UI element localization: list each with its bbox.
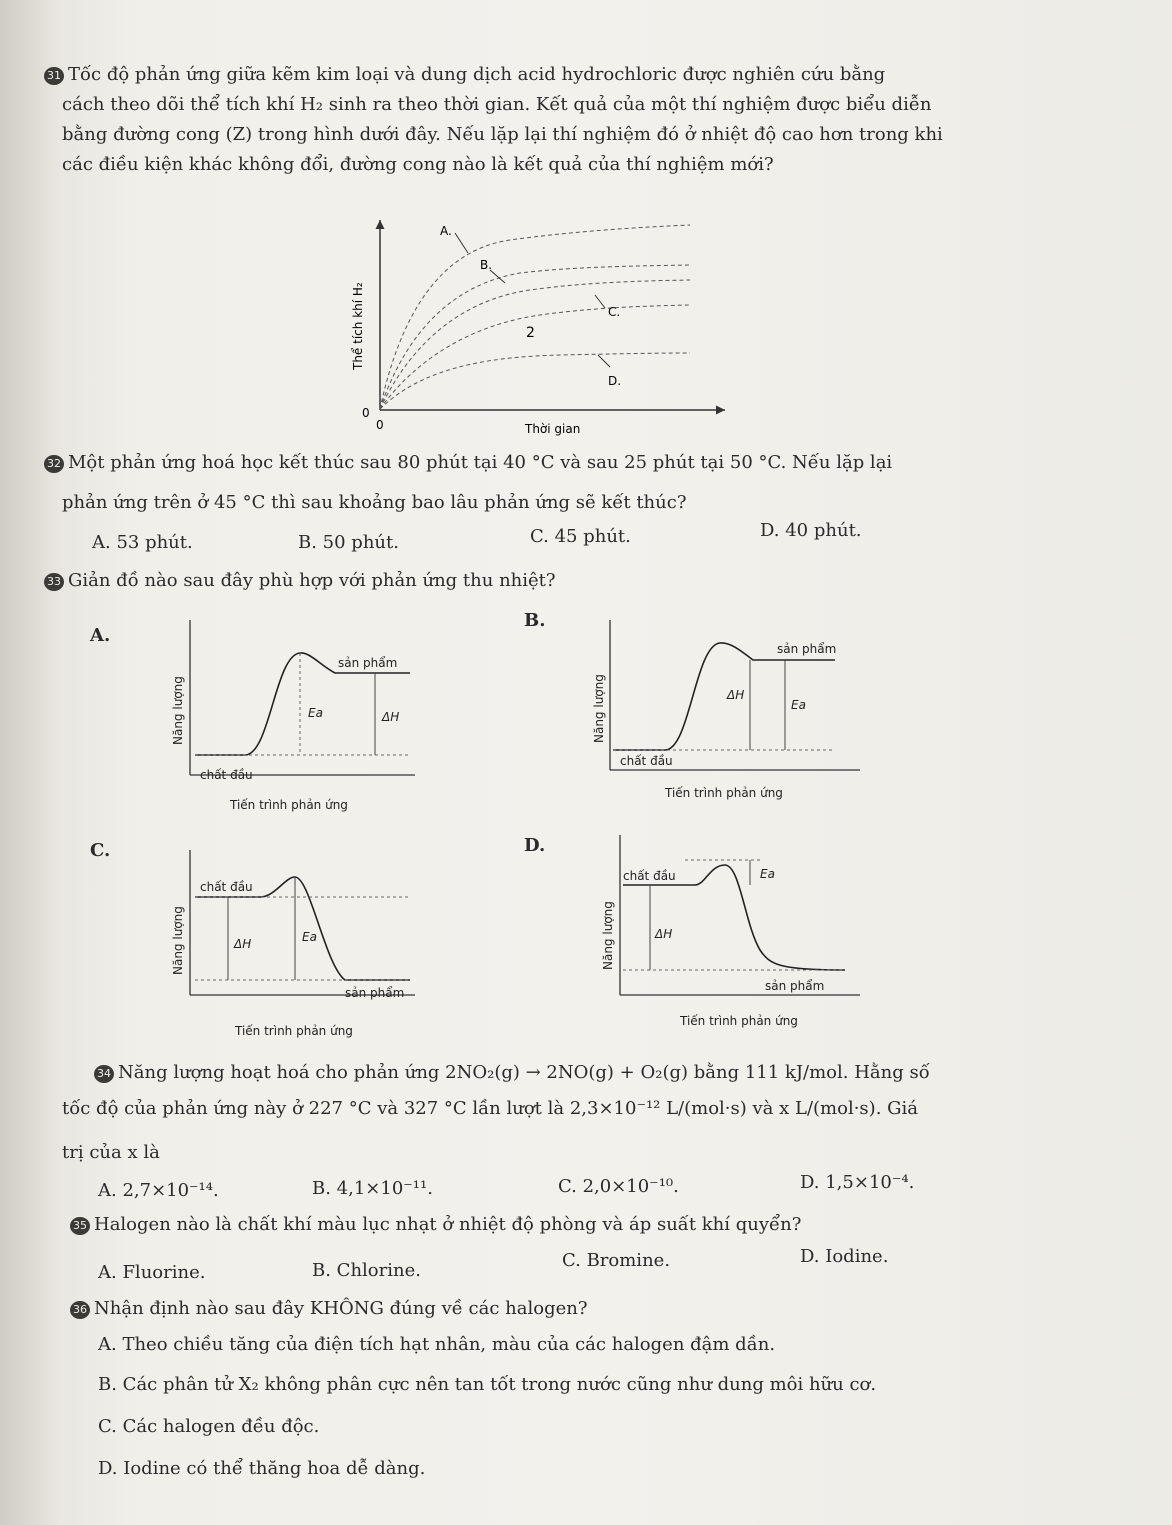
q36-number-badge: 36 xyxy=(70,1301,90,1319)
curve-z xyxy=(380,280,690,409)
q34-option-d[interactable]: D. 1,5×10⁻⁴. xyxy=(800,1172,915,1193)
curve-label-a: A. xyxy=(440,224,452,238)
q35-option-d[interactable]: D. Iodine. xyxy=(800,1246,889,1267)
q34-line-1 xyxy=(94,1060,930,1086)
pointer-a xyxy=(455,233,468,253)
diagram-b xyxy=(585,615,865,815)
curve-label-c: C. xyxy=(608,305,621,319)
q31-line-4: các điều kiện khác không đổi, đường cong nào là kết quả của thí nghiệm mới? xyxy=(62,154,774,175)
q36-option-b[interactable]: B. Các phân tử X₂ không phân cực nên tan tốt trong nước cũng như dung môi hữu cơ. xyxy=(98,1374,877,1395)
q36-text: Nhận định nào sau đây KHÔNG đúng về các halogen? xyxy=(94,1298,588,1319)
q35-option-a[interactable]: A. Fluorine. xyxy=(98,1262,206,1283)
q31-origin-y: 0 xyxy=(362,406,370,420)
diagram-b-top-label: sản phẩm xyxy=(777,642,837,656)
diagram-a xyxy=(160,615,430,820)
diagram-d-letter[interactable]: D. xyxy=(524,835,546,856)
diagram-c-letter[interactable]: C. xyxy=(90,840,111,861)
diagram-a-ea: Ea xyxy=(308,706,323,720)
q34-option-b[interactable]: B. 4,1×10⁻¹¹. xyxy=(312,1178,433,1199)
q34-option-c[interactable]: C. 2,0×10⁻¹⁰. xyxy=(558,1176,679,1197)
q31-number-badge: 31 xyxy=(44,67,64,85)
q34-number-badge: 34 xyxy=(94,1065,114,1083)
q31-volume-time-graph xyxy=(340,195,760,445)
diagram-a-dh: ΔH xyxy=(382,710,400,724)
diagram-a-ylabel: Năng lượng xyxy=(171,676,185,745)
q31-x-label: Thời gian xyxy=(525,422,581,436)
q31-line-1 xyxy=(44,62,885,88)
q32-number-badge: 32 xyxy=(44,455,64,473)
q32-option-d[interactable]: D. 40 phút. xyxy=(760,520,862,541)
q34-line-3: trị của x là xyxy=(62,1142,160,1163)
curve-c xyxy=(380,305,690,409)
diagram-b-xlabel: Tiến trình phản ứng xyxy=(665,786,783,800)
q31-line-3: bằng đường cong (Z) trong hình dưới đây. Nếu lặp lại thí nghiệm đó ở nhiệt độ cao hơn trong khi xyxy=(62,124,943,145)
diagram-d-bottom-label: sản phẩm xyxy=(765,979,825,993)
diagram-b-bottom-label: chất đầu xyxy=(620,754,673,768)
q34-line-2: tốc độ của phản ứng này ở 227 °C và 327 °C lần lượt là 2,3×10⁻¹² L/(mol·s) và x L/(mol·s). Giá xyxy=(62,1098,919,1119)
q36-option-d[interactable]: D. Iodine có thể thăng hoa dễ dàng. xyxy=(98,1458,426,1479)
q35-option-b[interactable]: B. Chlorine. xyxy=(312,1260,421,1281)
q36-option-a[interactable]: A. Theo chiều tăng của điện tích hạt nhân, màu của các halogen đậm dần. xyxy=(98,1334,776,1355)
diagram-b-ea: Ea xyxy=(791,698,806,712)
diagram-a-top-label: sản phẩm xyxy=(338,656,398,670)
curve-a xyxy=(380,225,690,409)
q31-text-1: Tốc độ phản ứng giữa kẽm kim loại và dung dịch acid hydrochloric được nghiên cứu bằng xyxy=(68,64,886,85)
diagram-a-letter[interactable]: A. xyxy=(90,625,111,646)
q32-text-1: Một phản ứng hoá học kết thúc sau 80 phút tại 40 °C và sau 25 phút tại 50 °C. Nếu lặp lại xyxy=(68,452,893,473)
diagram-c-ea: Ea xyxy=(302,930,317,944)
diagram-c-bottom-label: sản phẩm xyxy=(345,986,405,1000)
q35-line-1 xyxy=(70,1212,801,1238)
q35-option-c[interactable]: C. Bromine. xyxy=(562,1250,671,1271)
q33-number-badge: 33 xyxy=(44,573,64,591)
diagram-d xyxy=(585,830,865,1035)
diagram-c-xlabel: Tiến trình phản ứng xyxy=(235,1024,353,1038)
q33-line-1 xyxy=(44,568,556,594)
diagram-c-top-label: chất đầu xyxy=(200,880,253,894)
q31-line-2: cách theo dõi thể tích khí H₂ sinh ra theo thời gian. Kết quả của một thí nghiệm được biểu diễn xyxy=(62,94,932,115)
q31-y-label: Thể tích khí H₂ xyxy=(351,282,365,370)
q33-text: Giản đồ nào sau đây phù hợp với phản ứng thu nhiệt? xyxy=(68,570,556,591)
curve-label-d: D. xyxy=(608,374,622,388)
q36-line-1 xyxy=(70,1296,588,1322)
pointer-b xyxy=(490,270,505,283)
q35-text: Halogen nào là chất khí màu lục nhạt ở nhiệt độ phòng và áp suất khí quyển? xyxy=(94,1214,802,1235)
q31-origin-x: 0 xyxy=(376,418,384,432)
diagram-d-ea: Ea xyxy=(760,867,775,881)
pointer-c xyxy=(595,295,605,308)
diagram-c xyxy=(160,845,430,1045)
q32-option-c[interactable]: C. 45 phút. xyxy=(530,526,631,547)
diagram-d-ylabel: Năng lượng xyxy=(601,901,615,970)
pointer-d xyxy=(598,355,610,367)
q34-text-1: Năng lượng hoạt hoá cho phản ứng 2NO₂(g) → 2NO(g) + O₂(g) bằng 111 kJ/mol. Hằng số xyxy=(118,1062,930,1083)
q32-line-2: phản ứng trên ở 45 °C thì sau khoảng bao lâu phản ứng sẽ kết thúc? xyxy=(62,492,687,513)
diagram-b-ylabel: Năng lượng xyxy=(592,674,606,743)
diagram-d-dh: ΔH xyxy=(655,927,673,941)
diagram-d-xlabel: Tiến trình phản ứng xyxy=(680,1014,798,1028)
diagram-a-xlabel: Tiến trình phản ứng xyxy=(230,798,348,812)
q32-option-a[interactable]: A. 53 phút. xyxy=(92,532,193,553)
diagram-b-dh: ΔH xyxy=(727,688,745,702)
curve-label-z: 2 xyxy=(526,325,535,341)
q32-option-b[interactable]: B. 50 phút. xyxy=(298,532,399,553)
diagram-c-dh: ΔH xyxy=(234,937,252,951)
diagram-a-bottom-label: chất đầu xyxy=(200,768,253,782)
diagram-b-letter[interactable]: B. xyxy=(524,610,546,631)
q34-option-a[interactable]: A. 2,7×10⁻¹⁴. xyxy=(98,1180,219,1201)
curve-b xyxy=(380,265,690,409)
q36-option-c[interactable]: C. Các halogen đều độc. xyxy=(98,1416,320,1437)
q32-line-1 xyxy=(44,450,892,476)
diagram-c-ylabel: Năng lượng xyxy=(171,906,185,975)
diagram-d-top-label: chất đầu xyxy=(623,869,676,883)
curve-label-b: B. xyxy=(480,258,493,272)
q35-number-badge: 35 xyxy=(70,1217,90,1235)
